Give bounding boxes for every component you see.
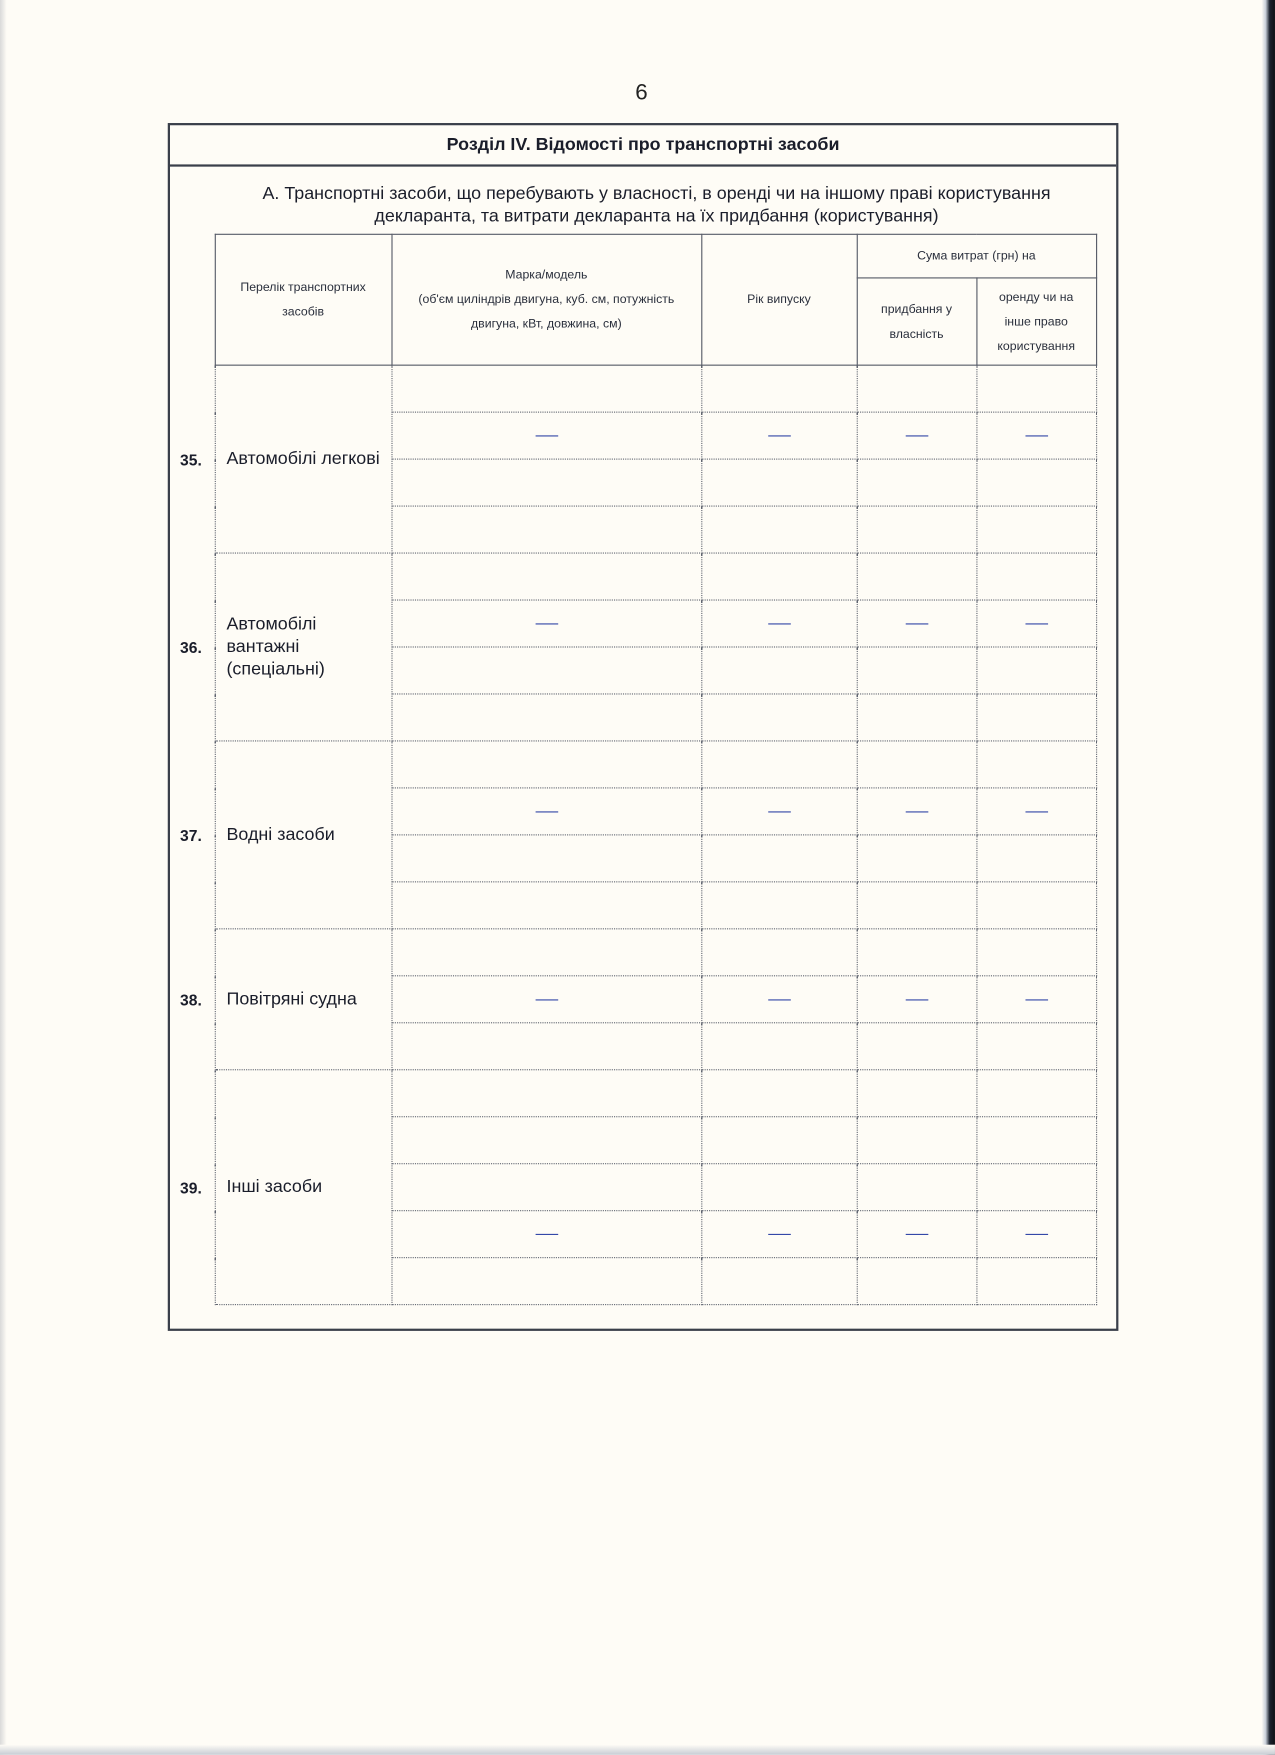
cell-model [391,600,701,647]
cell-rent [976,882,1096,929]
subsection-title: А. Транспортні засоби, що перебувають у власності, в оренді чи на іншому праві користування декларанта, та витрати декларанта на їх придбання (користування) [262,184,1051,226]
cell-rent [976,1023,1096,1070]
cell-rent [976,600,1096,647]
cell-purchase [857,1070,977,1117]
header-list [215,234,392,365]
cell-purchase [857,1023,977,1070]
cell-year [701,506,856,553]
vehicle-category-label: Повітряні судна [215,929,392,1070]
cell-model [391,976,701,1023]
header-rent [976,278,1096,365]
handwritten-dash: — [904,614,930,633]
handwritten-dash: — [1023,426,1049,445]
row-number: 36. [176,553,215,741]
row-number: 38. [176,929,215,1070]
cell-model [391,741,701,788]
handwritten-dash: — [766,426,792,445]
header-purchase [857,278,977,365]
cell-model [391,459,701,506]
handwritten-dash: — [533,802,559,821]
cell-purchase [857,882,977,929]
cell-year [701,694,856,741]
table-row [176,741,1096,788]
header-year: Рік випуску [701,234,856,365]
handwritten-dash: — [766,802,792,821]
handwritten-dash: — [904,426,930,445]
cell-model [391,835,701,882]
cell-purchase [857,412,977,459]
handwritten-dash: — [766,1225,792,1244]
cell-year [701,1258,856,1305]
cell-purchase [857,1211,977,1258]
cell-purchase [857,694,977,741]
cell-model [391,1117,701,1164]
table-row [176,929,1096,976]
handwritten-dash: — [904,1225,930,1244]
cell-rent [976,647,1096,694]
section-box [168,123,1119,1331]
row-number: 37. [176,741,215,929]
cell-rent [976,1117,1096,1164]
vehicle-category-label: Автомобілі вантажні (спеціальні) [215,553,392,741]
vehicle-category-label: Автомобілі легкові [215,365,392,553]
cell-year [701,741,856,788]
cell-year [701,788,856,835]
cell-model [391,1070,701,1117]
cell-year [701,929,856,976]
cell-year [701,459,856,506]
cell-purchase [857,835,977,882]
row-number: 35. [176,365,215,553]
number-header [176,234,215,365]
cell-model [391,1258,701,1305]
cell-purchase [857,553,977,600]
cell-rent [976,1164,1096,1211]
page-number: 6 [635,80,648,106]
scan-edge-bottom [0,1745,1275,1755]
cell-purchase [857,1258,977,1305]
cell-model [391,412,701,459]
handwritten-dash: — [904,802,930,821]
cell-rent [976,365,1096,412]
table-row [176,1070,1096,1117]
handwritten-dash: — [533,990,559,1009]
handwritten-dash: — [533,426,559,445]
cell-model [391,882,701,929]
cell-purchase [857,929,977,976]
cell-purchase [857,1164,977,1211]
cell-year [701,1211,856,1258]
cell-rent [976,929,1096,976]
header-model-text: Марка/модель [505,268,588,282]
cell-model [391,1164,701,1211]
handwritten-dash: — [1023,990,1049,1009]
header-model-note: (об'єм циліндрів двигуна, куб. см, потужність двигуна, кВт, довжина, см) [418,293,675,332]
cell-year [701,976,856,1023]
row-number: 39. [176,1070,215,1305]
cell-purchase [857,506,977,553]
table-row [176,553,1096,600]
cell-rent [976,459,1096,506]
cell-rent [976,1070,1096,1117]
cell-purchase [857,741,977,788]
cell-model [391,506,701,553]
handwritten-dash: — [904,990,930,1009]
vehicle-category-label: Інші засоби [215,1070,392,1305]
handwritten-dash: — [1023,802,1049,821]
handwritten-dash: — [533,1225,559,1244]
header-sum: Сума витрат (грн) на [857,234,1096,278]
section-title: Розділ IV. Відомості про транспортні засоби [170,125,1116,166]
cell-year [701,1023,856,1070]
cell-model [391,694,701,741]
cell-purchase [857,600,977,647]
cell-rent [976,976,1096,1023]
cell-model [391,929,701,976]
cell-purchase [857,459,977,506]
cell-rent [976,1258,1096,1305]
cell-purchase [857,1117,977,1164]
cell-year [701,882,856,929]
cell-year [701,365,856,412]
cell-model [391,1211,701,1258]
scan-edge-left [0,0,7,1755]
cell-model [391,365,701,412]
cell-year [701,1164,856,1211]
cell-model [391,1023,701,1070]
cell-purchase [857,647,977,694]
cell-purchase [857,976,977,1023]
header-purchase-text: придбання у власність [881,302,953,341]
cell-year [701,412,856,459]
cell-year [701,1117,856,1164]
handwritten-dash: — [766,614,792,633]
cell-purchase [857,365,977,412]
cell-year [701,600,856,647]
vehicle-category-label: Водні засоби [215,741,392,929]
header-rent-text: оренду чи на інше право користування [997,290,1076,353]
cell-model [391,647,701,694]
table-row [176,365,1096,412]
handwritten-dash: — [1023,1225,1049,1244]
cell-rent [976,412,1096,459]
header-list-text: Перелік транспортних засобів [240,280,366,319]
cell-year [701,647,856,694]
cell-rent [976,1211,1096,1258]
handwritten-dash: — [533,614,559,633]
header-model [391,234,701,365]
cell-year [701,1070,856,1117]
cell-year [701,553,856,600]
scan-edge-right [1262,0,1275,1755]
handwritten-dash: — [766,990,792,1009]
cell-model [391,788,701,835]
cell-rent [976,694,1096,741]
cell-purchase [857,788,977,835]
cell-rent [976,506,1096,553]
cell-rent [976,835,1096,882]
cell-rent [976,741,1096,788]
cell-rent [976,553,1096,600]
cell-model [391,553,701,600]
cell-year [701,835,856,882]
cell-rent [976,788,1096,835]
handwritten-dash: — [1023,614,1049,633]
vehicles-table [176,234,1097,1305]
